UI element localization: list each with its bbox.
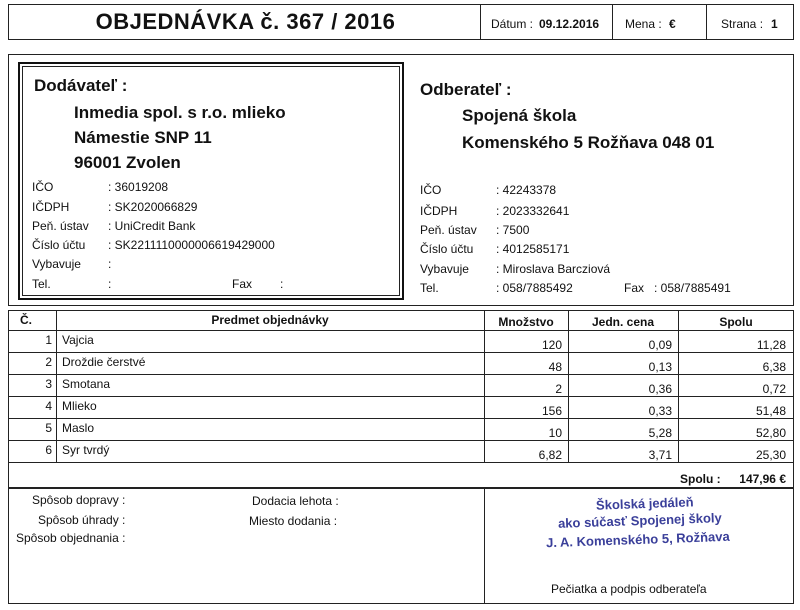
row-no: 3 xyxy=(45,377,52,391)
customer-bank-label: Peň. ústav xyxy=(420,223,477,237)
row-total: 0,72 xyxy=(762,382,786,396)
supplier-ico-label: IČO xyxy=(32,180,54,194)
supplier-icdph-label: IČDPH xyxy=(32,200,70,214)
row-unit-price: 0,33 xyxy=(648,404,672,418)
row-line xyxy=(8,462,794,463)
date-label: Dátum : xyxy=(491,17,534,31)
row-line xyxy=(8,440,794,441)
page-value: 1 xyxy=(771,17,778,31)
payment-label: Spôsob úhrady : xyxy=(38,513,126,527)
signature-label: Pečiatka a podpis odberateľa xyxy=(551,582,707,596)
title-box xyxy=(8,4,481,40)
date-value: 09.12.2016 xyxy=(539,17,600,31)
row-total: 6,38 xyxy=(762,360,786,374)
supplier-tel-label: Tel. xyxy=(32,277,51,291)
customer-fax-label: Fax xyxy=(624,281,645,295)
footer-divider xyxy=(484,488,485,604)
supplier-street: Námestie SNP 11 xyxy=(74,128,212,147)
header-total: Spolu xyxy=(719,315,753,329)
supplier-contact-label: Vybavuje xyxy=(32,257,81,271)
row-total: 51,48 xyxy=(755,404,786,418)
customer-name: Spojená škola xyxy=(462,106,577,125)
row-line xyxy=(8,374,794,375)
row-unit-price: 0,36 xyxy=(648,382,672,396)
customer-tel-value: : 058/7885492 xyxy=(496,281,573,295)
delivery-place-label: Miesto dodania : xyxy=(249,514,338,528)
supplier-tel-value: : xyxy=(108,277,112,291)
row-qty: 120 xyxy=(541,338,562,352)
customer-account-value: : 4012585171 xyxy=(496,242,570,256)
page-label: Strana : xyxy=(721,17,764,31)
col-line xyxy=(56,310,57,462)
school-stamp-line3: J. A. Komenského 5, Rožňava xyxy=(545,528,730,551)
supplier-city: 96001 Zvolen xyxy=(74,153,181,172)
row-qty: 2 xyxy=(555,382,562,396)
row-line xyxy=(8,418,794,419)
row-total: 25,30 xyxy=(755,448,786,462)
row-no: 4 xyxy=(45,399,52,413)
supplier-fax-value: : xyxy=(280,277,284,291)
row-no: 2 xyxy=(45,355,52,369)
delivery-time-label: Dodacia lehota : xyxy=(252,494,339,508)
row-qty: 48 xyxy=(548,360,562,374)
row-item: Smotana xyxy=(62,377,111,391)
customer-fax-value: : 058/7885491 xyxy=(654,281,731,295)
header-qty: Množstvo xyxy=(498,315,554,329)
row-item: Vajcia xyxy=(62,333,94,347)
row-no: 5 xyxy=(45,421,52,435)
supplier-bank-label: Peň. ústav xyxy=(32,219,89,233)
customer-bank-value: : 7500 xyxy=(496,223,530,237)
supplier-contact-value: : xyxy=(108,257,112,271)
row-item: Mlieko xyxy=(62,399,97,413)
customer-ico-value: : 42243378 xyxy=(496,183,557,197)
customer-contact-value: : Miroslava Barcziová xyxy=(496,262,611,276)
currency-value: € xyxy=(669,17,676,31)
row-total: 52,80 xyxy=(755,426,786,440)
row-unit-price: 5,28 xyxy=(648,426,672,440)
customer-address: Komenského 5 Rožňava 048 01 xyxy=(462,133,715,152)
row-item: Syr tvrdý xyxy=(62,443,110,457)
row-line xyxy=(8,396,794,397)
supplier-title: Dodávateľ : xyxy=(34,76,128,95)
header-unit-price: Jedn. cena xyxy=(591,315,655,329)
row-item: Droždie čerstvé xyxy=(62,355,146,369)
supplier-ico-value: : 36019208 xyxy=(108,180,169,194)
row-qty: 156 xyxy=(541,404,562,418)
row-unit-price: 0,13 xyxy=(648,360,672,374)
customer-tel-label: Tel. xyxy=(420,281,439,295)
table-header-line xyxy=(8,330,794,331)
header-item: Predmet objednávky xyxy=(211,313,329,327)
row-total: 11,28 xyxy=(756,338,786,352)
supplier-fax-label: Fax xyxy=(232,277,253,291)
row-no: 6 xyxy=(45,443,52,457)
sum-label: Spolu : xyxy=(680,472,721,486)
customer-icdph-value: : 2023332641 xyxy=(496,204,570,218)
customer-ico-label: IČO xyxy=(420,183,442,197)
order-method-label: Spôsob objednania : xyxy=(16,531,126,545)
supplier-name: Inmedia spol. s r.o. mlieko xyxy=(74,103,286,122)
date-box xyxy=(480,4,613,40)
row-unit-price: 3,71 xyxy=(648,448,672,462)
currency-label: Mena : xyxy=(625,17,662,31)
transport-label: Spôsob dopravy : xyxy=(32,493,126,507)
row-unit-price: 0,09 xyxy=(648,338,672,352)
supplier-bank-value: : UniCredit Bank xyxy=(108,219,196,233)
customer-contact-label: Vybavuje xyxy=(420,262,469,276)
row-qty: 6,82 xyxy=(538,448,562,462)
row-line xyxy=(8,352,794,353)
order-title: OBJEDNÁVKA č. 367 / 2016 xyxy=(95,9,396,34)
school-stamp-line2: ako súčasť Spojenej školy xyxy=(557,510,722,531)
row-no: 1 xyxy=(45,333,52,347)
supplier-account-label: Číslo účtu xyxy=(32,238,86,252)
row-qty: 10 xyxy=(548,426,562,440)
supplier-account-value: : SK2211110000006619429000 xyxy=(108,238,275,252)
sum-value: 147,96 € xyxy=(739,472,786,486)
header-no: Č. xyxy=(20,313,32,327)
currency-box xyxy=(612,4,707,40)
row-item: Maslo xyxy=(62,421,95,435)
customer-account-label: Číslo účtu xyxy=(420,242,474,256)
customer-title: Odberateľ : xyxy=(420,80,512,99)
page-box xyxy=(706,4,794,40)
school-stamp-line1: Školská jedáleň xyxy=(595,494,694,513)
customer-icdph-label: IČDPH xyxy=(420,204,458,218)
supplier-icdph-value: : SK2020066829 xyxy=(108,200,198,214)
